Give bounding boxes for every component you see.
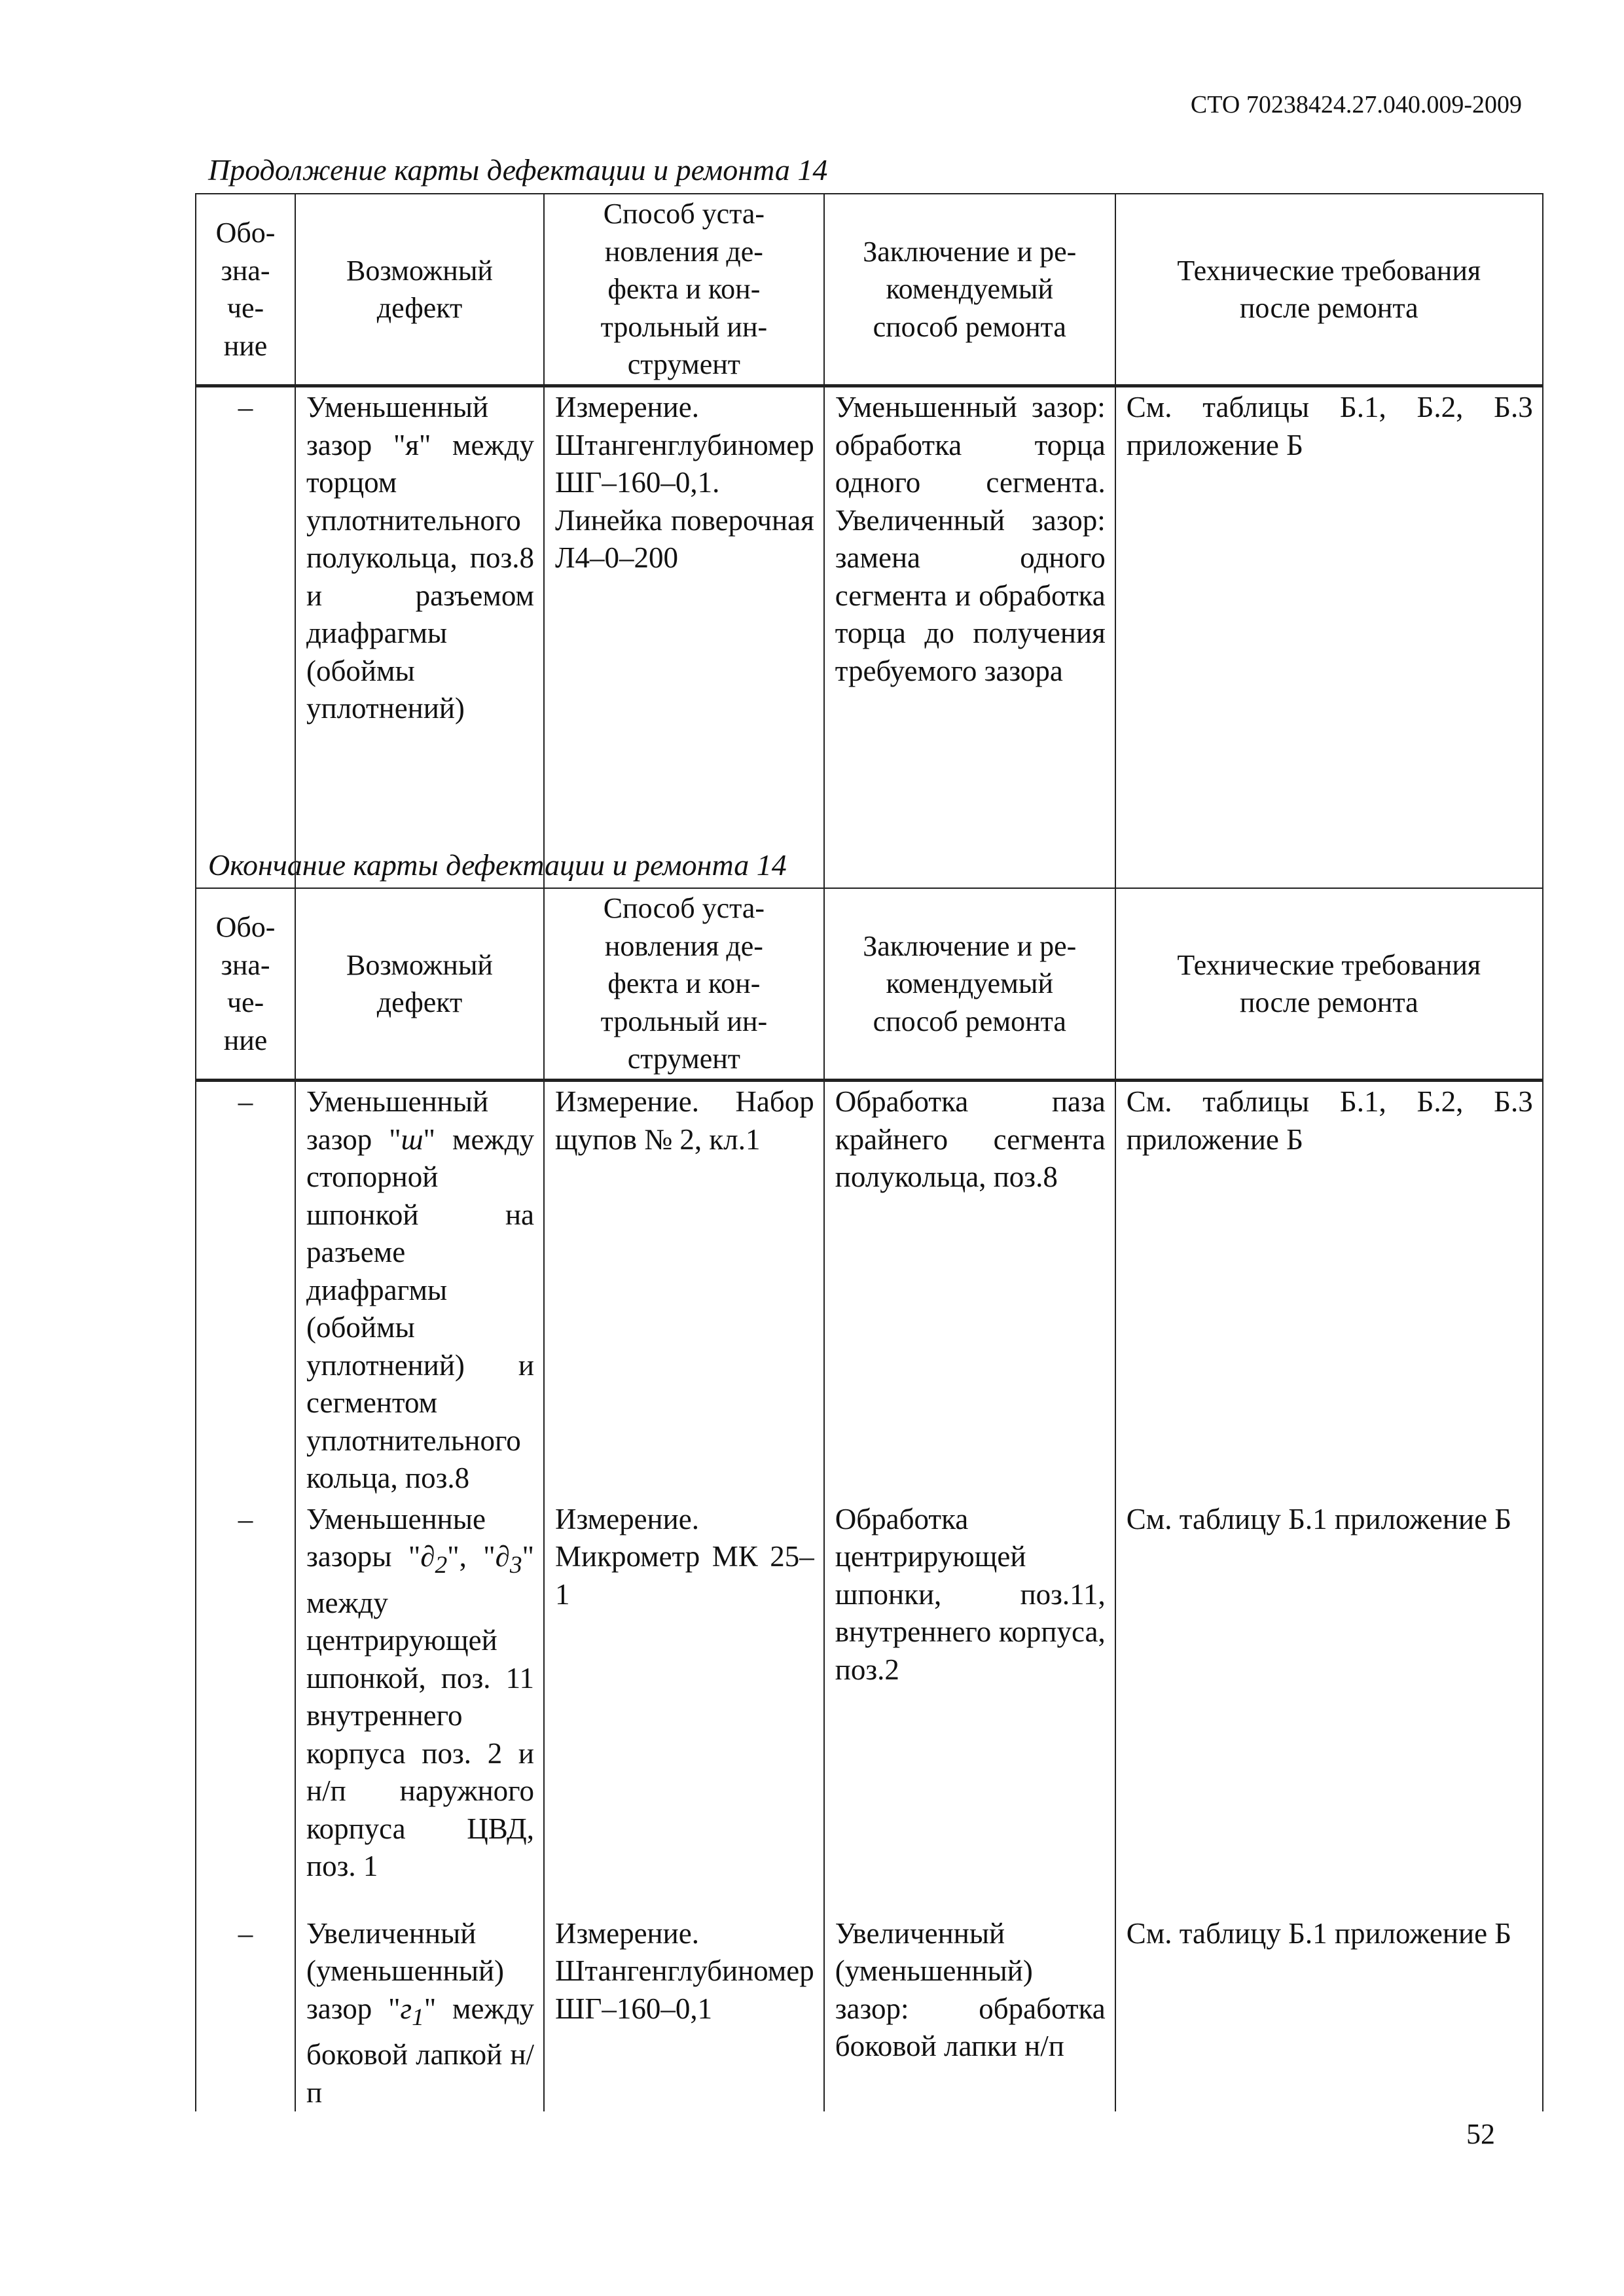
table-row <box>196 1914 1543 2112</box>
cell-designation: – <box>196 386 295 1041</box>
cell-method: Измерение. Набор щупов № 2, кл.1 <box>544 1081 824 1499</box>
table-caption-continuation: Продолжение карты дефектации и ремонта 14 <box>208 153 828 187</box>
cell-designation: – <box>196 1081 295 1499</box>
cell-defect: Увеличенный (уменьшенный) зазор "$г_1$" между боковой лапкой н/п <box>295 1914 544 2112</box>
cell-defect: Уменьшенный зазор "я" между торцом уплотнительного полукольца, поз.8 и разъемом диафрагмы (обоймы уплотнений) <box>295 386 544 1041</box>
defect-table-end <box>195 888 1543 2111</box>
header-requirements: Технические требования после ремонта <box>1115 194 1543 386</box>
cell-designation: – <box>196 1499 295 1914</box>
cell-requirements: См. таблицы Б.1, Б.2, Б.3 приложение Б <box>1115 386 1543 1041</box>
cell-method: Измерение. Штангенглубиномер ШГ–160–0,1 <box>544 1914 824 2112</box>
header-conclusion: Заключение и ре- комендуемый способ ремонта <box>824 194 1115 386</box>
cell-requirements: См. таблицы Б.1, Б.2, Б.3 приложение Б <box>1115 1081 1543 1499</box>
table-header-row <box>196 888 1543 1081</box>
cell-requirements: См. таблицу Б.1 приложение Б <box>1115 1499 1543 1914</box>
cell-method: Измерение. Микрометр МК 25–1 <box>544 1499 824 1914</box>
header-requirements: Технические требования после ремонта <box>1115 888 1543 1081</box>
header-defect: Возможный дефект <box>295 194 544 386</box>
header-defect: Возможный дефект <box>295 888 544 1081</box>
cell-defect: Уменьшенный зазор "ш" между стопорной шпонкой на разъеме диафрагмы (обоймы уплотнений) и сегментом уплотнительного кольца, поз.8 <box>295 1081 544 1499</box>
cell-method: Измерение. Штангенглубиномер ШГ–160–0,1. Линейка поверочная Л4–0–200 <box>544 386 824 1041</box>
cell-conclusion: Увеличенный (уменьшенный) зазор: обработка боковой лапки н/п <box>824 1914 1115 2112</box>
header-method: Способ уста- новления де- фекта и кон- трольный ин- струмент <box>544 888 824 1081</box>
cell-conclusion: Обработка центрирующей шпонки, поз.11, внутреннего корпуса, поз.2 <box>824 1499 1115 1914</box>
header-method: Способ уста- новления де- фекта и кон- трольный ин- струмент <box>544 194 824 386</box>
cell-conclusion: Обработка паза крайнего сегмента полукольца, поз.8 <box>824 1081 1115 1499</box>
header-designation: Обо- зна- че- ние <box>196 888 295 1081</box>
cell-requirements: См. таблицу Б.1 приложение Б <box>1115 1914 1543 2112</box>
table-row <box>196 1081 1543 1499</box>
header-conclusion: Заключение и ре- комендуемый способ ремонта <box>824 888 1115 1081</box>
cell-defect: Уменьшенные зазоры "$\partial_2$", "$\partial_3$" между центрирующей шпонкой, поз. 11 внутреннего корпуса поз. 2 и н/п наружного корпуса ЦВД, поз. 1 <box>295 1499 544 1914</box>
cell-conclusion: Уменьшенный зазор: обработка торца одного сегмента. Увеличенный зазор: замена одного сегмента и обработка торца до получения требуемого зазора <box>824 386 1115 1041</box>
document-code: СТО 70238424.27.040.009-2009 <box>1190 91 1522 118</box>
table-caption-end: Окончание карты дефектации и ремонта 14 <box>208 848 787 882</box>
page-number: 52 <box>1466 2118 1495 2150</box>
table-row <box>196 1499 1543 1914</box>
cell-designation: – <box>196 1914 295 2112</box>
table-header-row <box>196 194 1543 386</box>
header-designation: Обо- зна- че- ние <box>196 194 295 386</box>
